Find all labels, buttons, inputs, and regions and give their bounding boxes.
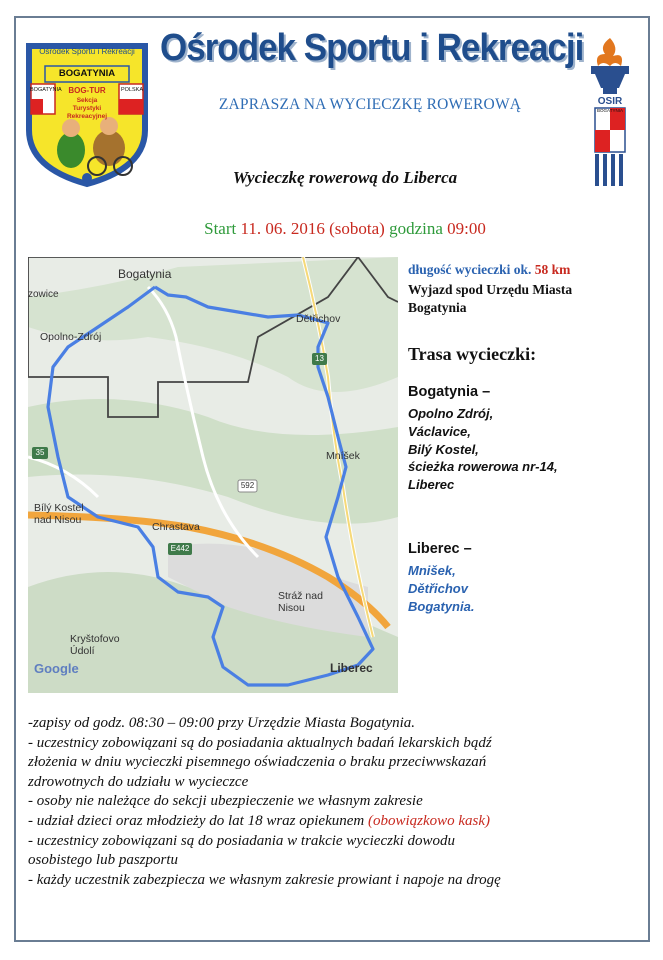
road-592-label: 592 [240, 481, 255, 490]
note-line: zdrowotnych do udziału w wycieczce [28, 773, 249, 790]
logo-left-flag-text: BOGATYNIA [30, 87, 62, 93]
osir-logo-text: OSIR [597, 96, 623, 107]
map-label-zowice: zowice [28, 289, 59, 300]
map-label-opolno: Opolno-Zdrój [40, 331, 102, 343]
map-label-chrastava: Chrastava [152, 521, 200, 533]
road-13-label: 13 [315, 354, 324, 363]
route-map-graphic [28, 257, 398, 693]
note-line: - osoby nie należące do sekcji ubezpieczenie we własnym zakresie [28, 793, 423, 810]
route1-start: Bogatynia – [408, 384, 491, 400]
osir-coat-text: BOGATYNIA [597, 108, 623, 113]
note-line: - każdy uczestnik zabezpiecza we własnym zakresie prowiant i napoje na drogę [28, 871, 501, 888]
route2-start: Liberec – [408, 541, 472, 557]
map-label-straz: Stráž nad Nisou [278, 590, 323, 614]
map-label-bogatynia: Bogatynia [118, 267, 172, 281]
logo-town-text: BOGATYNIA [58, 68, 116, 79]
departure-text: Wyjazd spod Urzędu Miasta Bogatynia [408, 282, 573, 315]
route1-stops: Opolno Zdrój, Václavice, Bilý Kostel, ścieżka rowerowa nr-14, Liberec [408, 406, 558, 493]
note-line: - uczestnicy zobowiązani są do posiadania w trakcie wycieczki dowodu [28, 832, 456, 849]
note-line: - uczestnicy zobowiązani są do posiadania aktualnych badań lekarskich bądź [28, 734, 492, 751]
road-e442-label: E442 [170, 544, 190, 553]
map-label-detrichov: Dětřichov [296, 313, 341, 325]
note-line: osobistego lub paszportu [28, 852, 179, 869]
map-label-krystofovo: Kryštofovo Údolí [70, 633, 120, 657]
map-label-liberec: Liberec [330, 661, 373, 675]
logo-section-text: Sekcja Turystyki Rekreacyjnej [66, 97, 108, 120]
note-line: -zapisy od godz. 08:30 – 09:00 przy Urzędzie Miasta Bogatynia. [28, 715, 416, 731]
google-logo: Google [34, 661, 79, 676]
logo-right-flag-text: POLSKA [120, 87, 143, 93]
notes-list [28, 714, 628, 890]
logo-bogtur-text: BOG-TUR [68, 86, 106, 95]
page-title: Ośrodek Sportu i Rekreacji [160, 26, 584, 69]
note-line: złożenia w dniu wycieczki pisemnego oświadczenia o braku przeciwwskazań [28, 754, 487, 771]
route2-stops: Mnišek, Dětřichov Bogatynia. [408, 563, 475, 614]
page-subtitle: ZAPRASZA NA WYCIECZKĘ ROWEROWĄ [218, 96, 522, 113]
logo-ring-text: Ośrodek Sportu i Rekreacji [39, 47, 135, 56]
distance-line: długość wycieczki ok. 58 km [408, 262, 571, 277]
start-line: Start 11. 06. 2016 (sobota) godzina 09:00 [204, 219, 486, 238]
route-heading: Trasa wycieczki: [408, 344, 537, 364]
note-line: - udział dzieci oraz młodzieży do lat 18 wraz opiekunem (obowiązkowo kask) [28, 812, 491, 829]
map-label-bily-kostel: Bílý Kostel nad Nisou [34, 502, 84, 526]
map-label-mnisek: Mníšek [326, 450, 360, 462]
road-35-label: 35 [35, 448, 45, 457]
route-map [28, 257, 398, 693]
trip-title: Wycieczkę rowerową do Liberca [232, 168, 458, 187]
